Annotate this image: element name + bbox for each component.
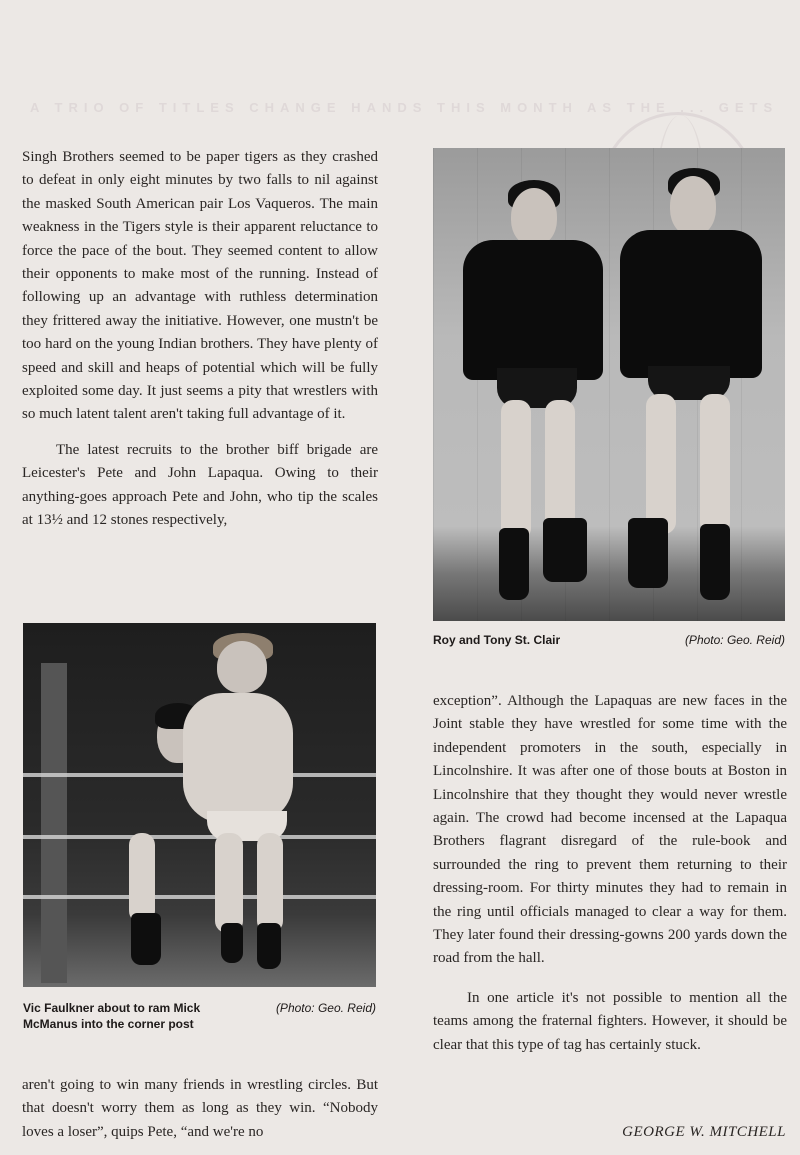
article-column-left-top bbox=[22, 146, 378, 533]
photo-roy-tony-st-clair bbox=[433, 148, 785, 621]
photo-faulkner-mcmanus bbox=[23, 623, 376, 987]
wrestler-figure-left bbox=[453, 178, 613, 608]
caption-text: Vic Faulkner about to ram Mick McManus into the corner post bbox=[23, 1001, 201, 1031]
article-paragraph: exception”. Although the Lapaquas are new faces in the Joint stable they have wrestled for some time with the independent promoters in the south, especially in Lincolnshire. It was after one of those bouts at Boston in Lincolnshire that they thought they would never wrestle again. The crowd had become incensed at the Lapaqua Brothers flagrant disregard of the rule-book and surrounded the ring to prevent them returning to their dressing-room. For thirty minutes they had to remain in the ring until officials managed to clear a way for them. They later found their dressing-gowns 200 yards down the road from the hall. bbox=[433, 693, 787, 967]
caption-text: Roy and Tony St. Clair bbox=[433, 633, 561, 647]
article-paragraph: aren't going to win many friends in wrestling circles. But that doesn't worry them as long as they win. “Nobody loves a loser”, quips Pete, “and we're no bbox=[22, 1077, 378, 1140]
article-paragraph: The latest recruits to the brother biff brigade are Leicester's Pete and John Lapaqua. Owing to their anything-goes approach Pete and John, who tip the scales at 13½ and 12 stones respectively, bbox=[22, 441, 378, 529]
article-column-left-bottom bbox=[22, 1074, 378, 1144]
article-paragraph: In one article it's not possible to mention all the teams among the fraternal fighters. However, it should be clear that this type of tag has certainly stuck. bbox=[433, 989, 787, 1053]
watermark-headline: A TRIO OF TITLES CHANGE HANDS THIS MONTH AS THE ... GETS bbox=[30, 100, 779, 115]
article-column-right bbox=[433, 690, 787, 1057]
photo-credit: (Photo: Geo. Reid) bbox=[275, 1001, 376, 1015]
wrestler-figure-right bbox=[608, 168, 768, 608]
photo-caption-left bbox=[23, 1000, 376, 1032]
ring-corner-post bbox=[41, 663, 67, 983]
article-paragraph: Singh Brothers seemed to be paper tigers as they crashed to defeat in only eight minutes by two falls to nil against the masked South American pair Los Vaqueros. The main weakness in the Tigers style is their apparent reluctance to force the pace of the bout. They seemed content to allow their opponents to make most of the running. Instead of following up an advantage with ruthless determination they frittered away the initiative. However, one mustn't be too hard on the young Indian brothers. They have plenty of speed and skill and heaps of potential which will be fully exploited some day. It just seems a pity that wrestlers with so much latent talent aren't taking full advantage of it. bbox=[22, 149, 378, 423]
photo-caption-right bbox=[433, 632, 785, 648]
wrestler-figure-grappling bbox=[123, 633, 323, 973]
author-byline: GEORGE W. MITCHELL bbox=[622, 1124, 786, 1140]
photo-credit: (Photo: Geo. Reid) bbox=[684, 633, 785, 647]
